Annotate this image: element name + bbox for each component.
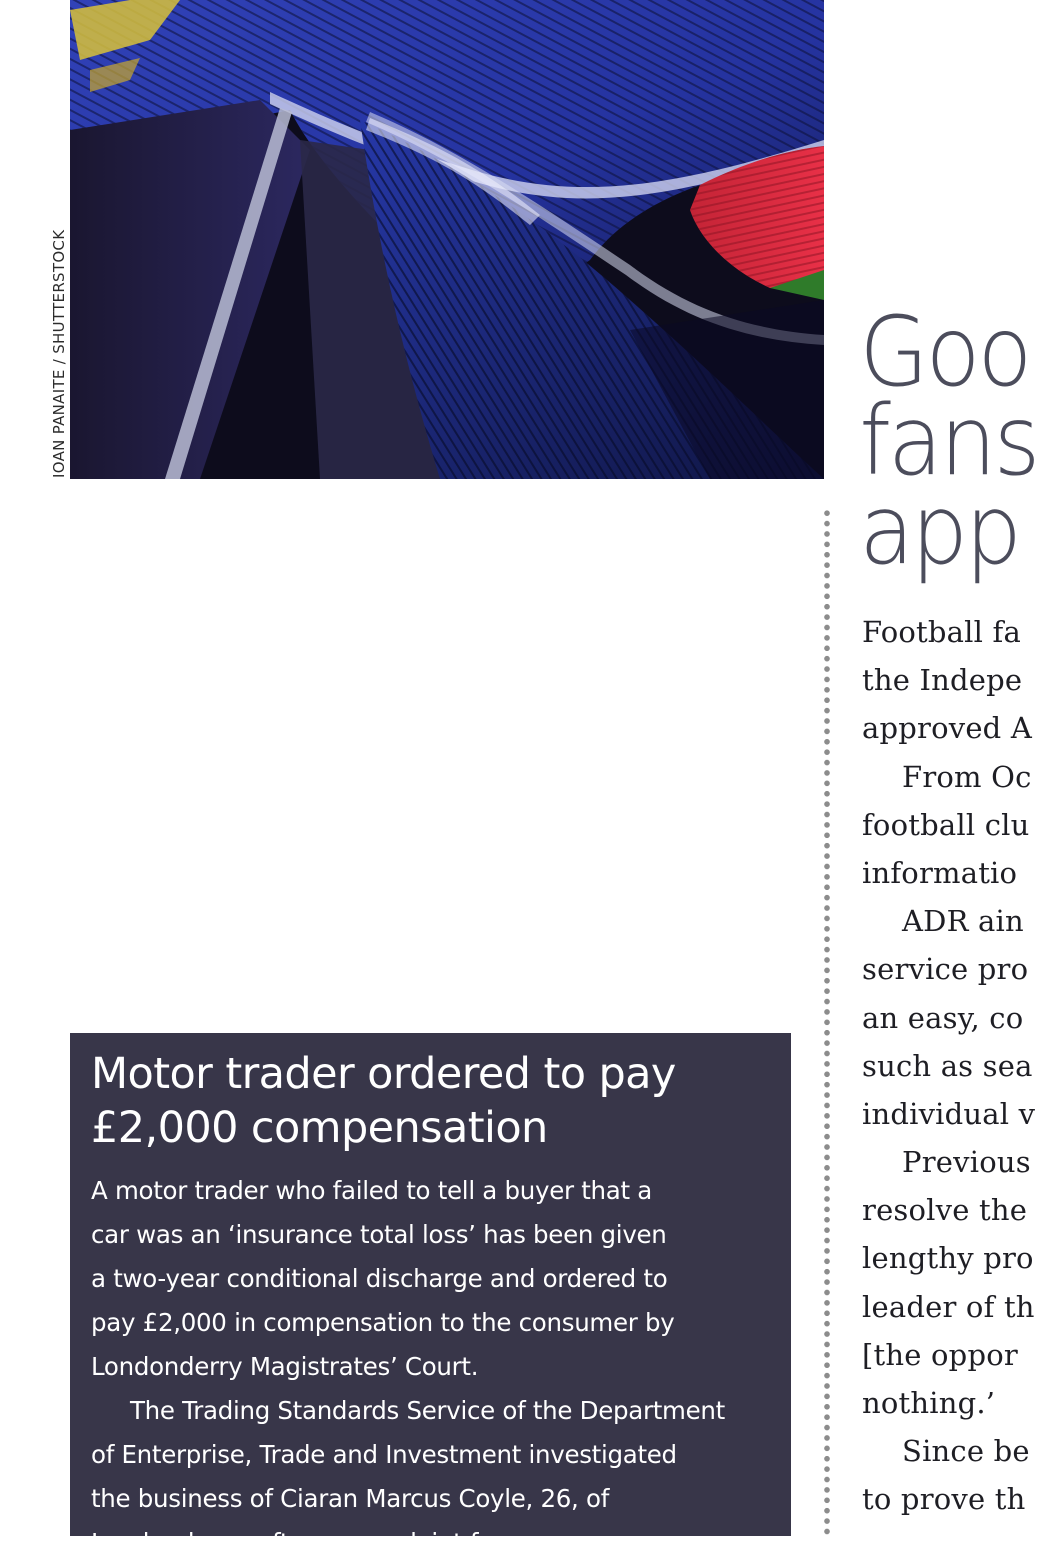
news-line: Londonderry Magistrates’ Court. xyxy=(91,1352,479,1381)
photo-credit: IOAN PANAITE / SHUTTERSTOCK xyxy=(50,229,68,478)
article-line: service pro xyxy=(862,952,1029,987)
news-line: a two-year conditional discharge and ordered to xyxy=(91,1264,668,1293)
news-line: Londonderry, after a complaint from a consumer xyxy=(91,1528,675,1557)
news-line: the business of Ciaran Marcus Coyle, 26, of xyxy=(91,1484,610,1513)
article-line: nothing.’ xyxy=(862,1386,996,1420)
article-line: From Oc xyxy=(902,759,1032,794)
news-line: of Enterprise, Trade and Investment investigated xyxy=(91,1440,677,1469)
article-line: ADR ain xyxy=(902,904,1024,939)
news-line: car was an ‘insurance total loss’ has been given xyxy=(91,1220,667,1249)
article-line: Football fa xyxy=(862,615,1021,649)
article-line: approved A xyxy=(862,711,1033,746)
news-box-body xyxy=(70,1155,791,1565)
news-box xyxy=(70,1033,791,1557)
headline-line: fans xyxy=(859,385,1037,497)
article-line: resolve the xyxy=(862,1193,1028,1228)
article-line: to prove th xyxy=(862,1482,1026,1517)
main-headline xyxy=(824,290,1037,586)
article-line: leader of th xyxy=(862,1289,1035,1324)
article-line: individual v xyxy=(862,1096,1036,1131)
article-line: football clu xyxy=(862,807,1030,842)
headline-line: Goo xyxy=(859,296,1030,408)
article-line: Since be xyxy=(902,1434,1030,1469)
article-line: Previous xyxy=(902,1145,1031,1180)
article-line: an easy, co xyxy=(862,1000,1024,1035)
dotted-column-rule xyxy=(823,508,831,1536)
headline-panel xyxy=(824,290,1037,590)
headline-line: app xyxy=(859,474,1020,586)
article-line: [the oppor xyxy=(862,1337,1018,1372)
news-line: A motor trader who failed to tell a buyer that a xyxy=(91,1176,652,1205)
article-line: the Indepe xyxy=(862,663,1023,698)
news-line: The Trading Standards Service of the Department xyxy=(130,1396,725,1425)
news-box-title: Motor trader ordered to pay £2,000 compensation xyxy=(91,1049,676,1153)
article-line: such as sea xyxy=(862,1048,1033,1083)
stadium-photo xyxy=(70,0,824,479)
article-line: lengthy pro xyxy=(862,1241,1034,1276)
article-body xyxy=(862,608,1036,1524)
news-line: pay £2,000 in compensation to the consumer by xyxy=(91,1308,675,1337)
article-line: informatio xyxy=(862,855,1018,890)
